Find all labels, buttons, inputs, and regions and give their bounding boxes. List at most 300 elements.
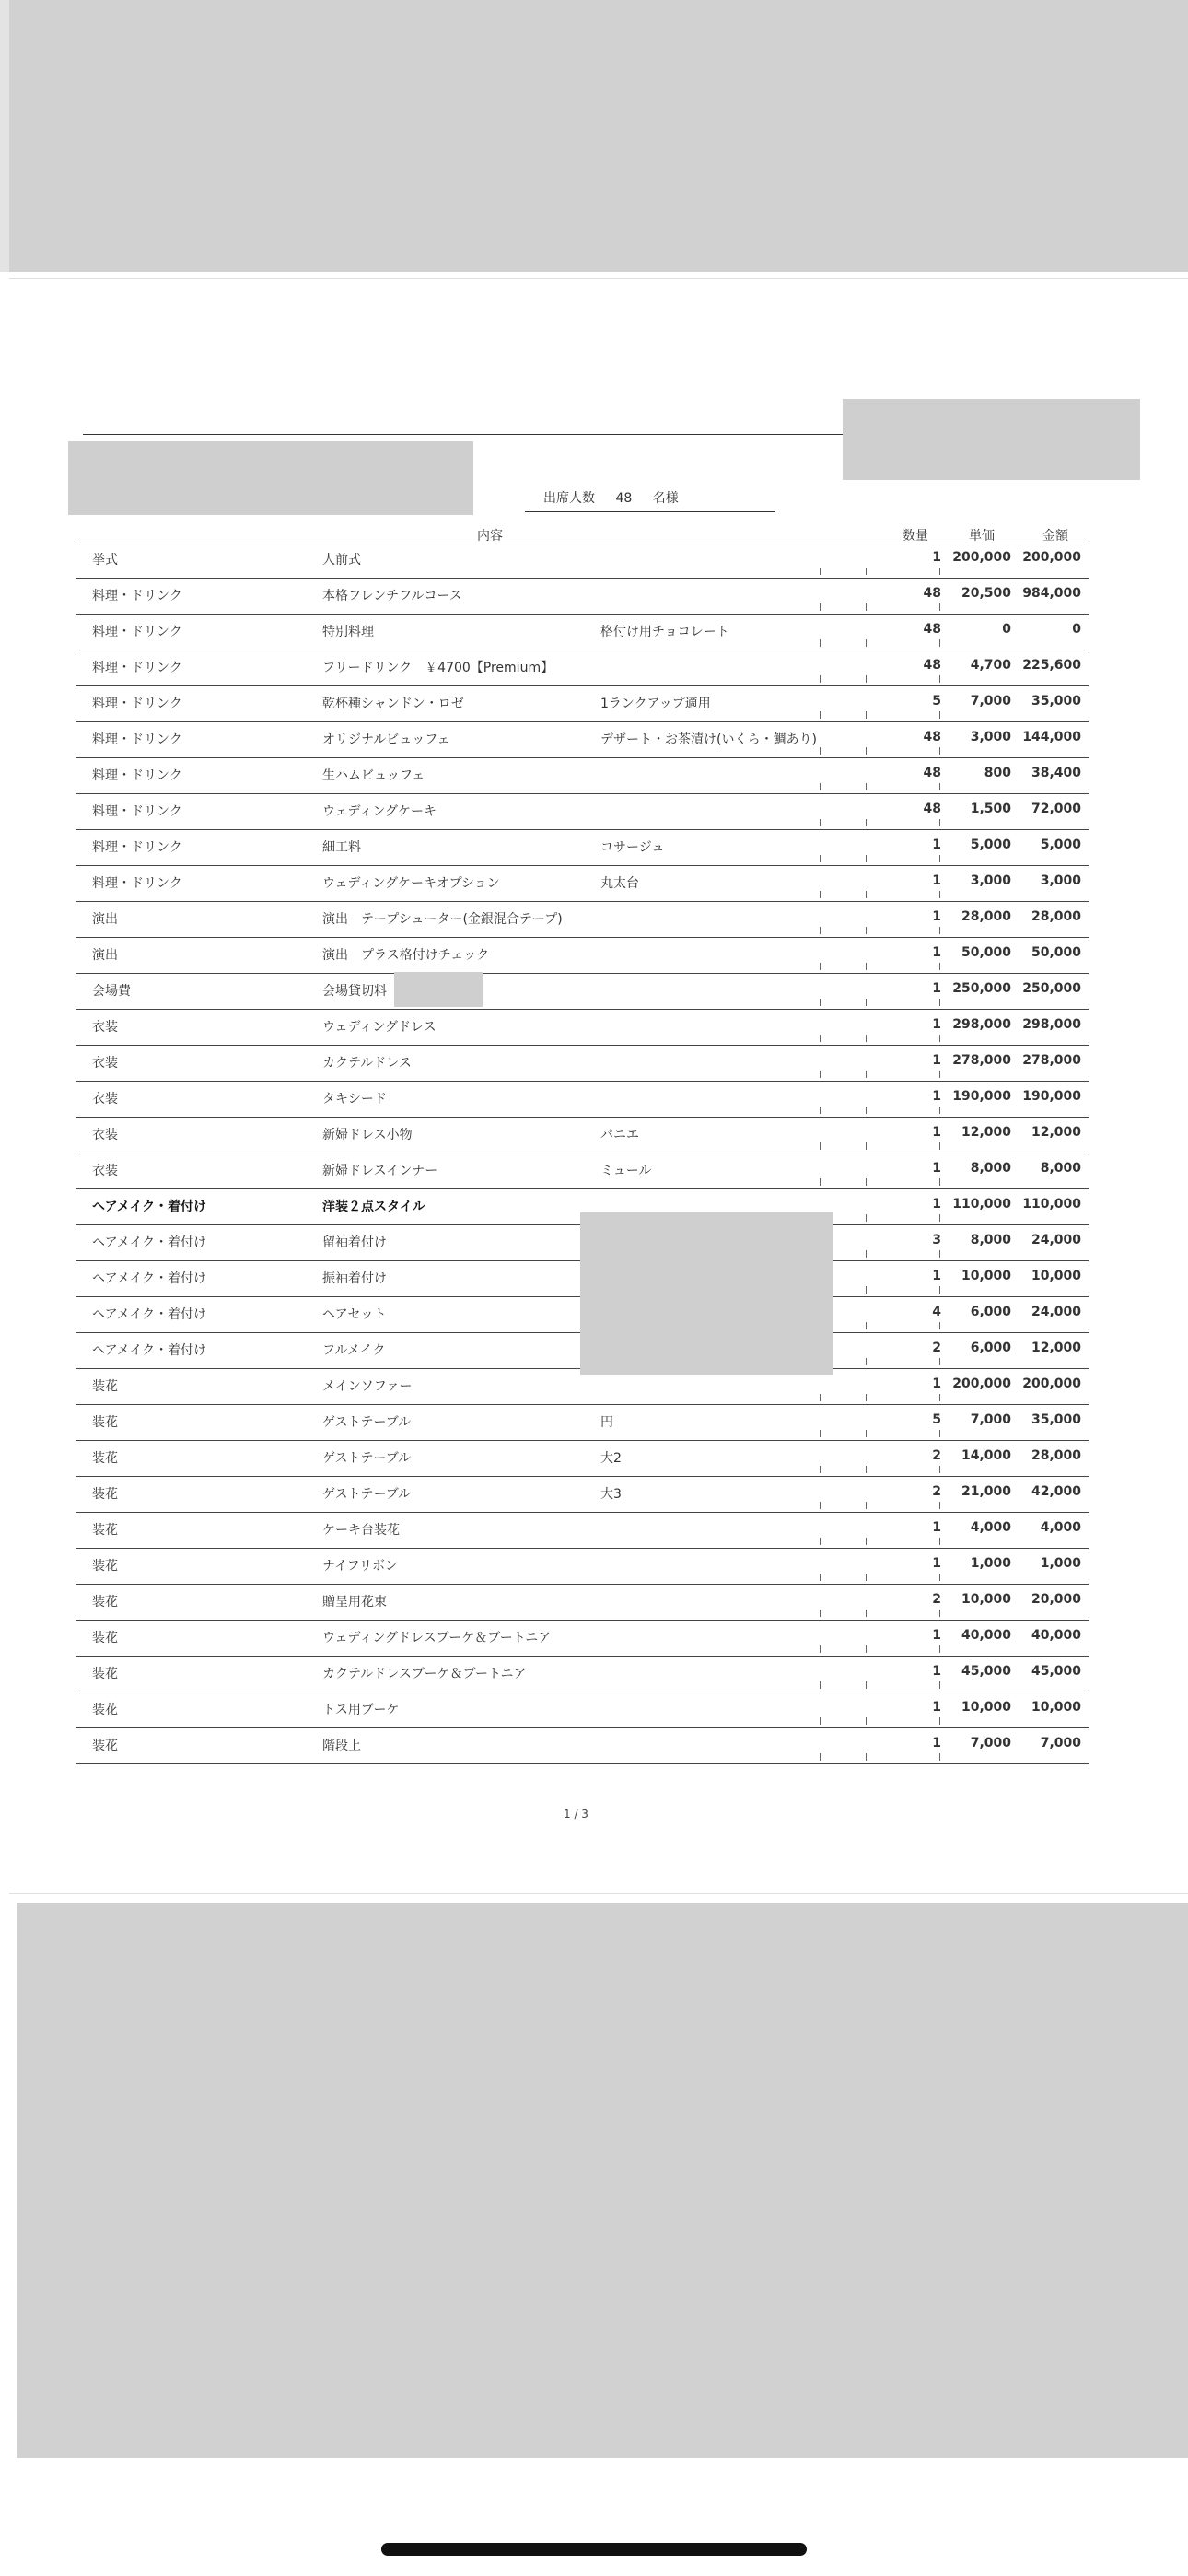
row-qty: 48 (923, 730, 941, 744)
row-unit-price: 1,000 (970, 1556, 1011, 1571)
row-item: 特別料理 (322, 625, 374, 639)
row-category: 衣装 (92, 1128, 118, 1142)
row-category: 演出 (92, 948, 118, 963)
row-qty: 3 (932, 1233, 941, 1247)
column-tick (820, 603, 821, 611)
column-tick (820, 711, 821, 719)
row-item: タキシード (322, 1092, 387, 1107)
table-row (76, 1513, 1089, 1549)
column-tick (939, 1358, 940, 1365)
row-item: 会場貸切料 (322, 984, 387, 999)
row-category: 衣装 (92, 1020, 118, 1035)
column-tick (939, 891, 940, 898)
column-tick (939, 675, 940, 683)
row-amount: 10,000 (1031, 1269, 1081, 1283)
redacted-block (843, 399, 1140, 480)
table-row (76, 579, 1089, 615)
row-unit-price: 1,500 (970, 802, 1011, 816)
attendance-underline (525, 511, 775, 512)
header-amount: 金額 (1042, 529, 1068, 544)
row-item: ゲストテーブル (322, 1451, 412, 1466)
row-item: 人前式 (322, 553, 361, 568)
column-tick (820, 1142, 821, 1150)
row-category: 装花 (92, 1595, 118, 1610)
row-category: ヘアメイク・着付け (92, 1307, 207, 1322)
row-qty: 1 (932, 1664, 941, 1679)
column-tick (820, 1035, 821, 1042)
column-tick (939, 1717, 940, 1725)
column-tick (866, 1071, 867, 1078)
row-amount: 298,000 (1022, 1017, 1081, 1032)
table-row (76, 650, 1089, 686)
column-tick (939, 1286, 940, 1294)
column-tick (866, 855, 867, 862)
table-row (76, 830, 1089, 866)
column-tick (939, 927, 940, 934)
page-number: 1 / 3 (564, 1808, 588, 1821)
row-item: メインソファー (322, 1379, 413, 1394)
column-tick (820, 819, 821, 826)
column-tick (820, 783, 821, 790)
column-tick (939, 1430, 940, 1437)
row-unit-price: 110,000 (952, 1197, 1011, 1212)
row-amount: 72,000 (1031, 802, 1081, 816)
table-row (76, 543, 1089, 579)
column-tick (866, 999, 867, 1006)
row-note: 1ランクアップ適用 (600, 697, 711, 711)
row-item: 留袖着付け (322, 1235, 387, 1250)
row-qty: 1 (932, 1700, 941, 1715)
column-tick (820, 1681, 821, 1689)
row-item: ウェディングドレスブーケ＆ブートニア (322, 1631, 552, 1645)
column-tick (820, 639, 821, 647)
column-tick (866, 1214, 867, 1222)
column-tick (820, 1538, 821, 1545)
row-unit-price: 3,000 (970, 730, 1011, 744)
column-tick (820, 1610, 821, 1617)
table-row (76, 1549, 1089, 1585)
row-unit-price: 45,000 (961, 1664, 1011, 1679)
row-unit-price: 28,000 (961, 909, 1011, 924)
row-note: 大2 (600, 1451, 622, 1466)
row-amount: 250,000 (1022, 981, 1081, 996)
row-qty: 1 (932, 981, 941, 996)
row-category: 料理・ドリンク (92, 732, 182, 747)
table-row (76, 1621, 1089, 1657)
row-category: 装花 (92, 1451, 118, 1466)
redacted-block (68, 441, 473, 515)
row-unit-price: 21,000 (961, 1484, 1011, 1499)
row-category: 装花 (92, 1631, 118, 1645)
row-amount: 0 (1072, 622, 1081, 637)
table-row (76, 938, 1089, 974)
row-amount: 144,000 (1022, 730, 1081, 744)
redacted-block (580, 1212, 833, 1375)
row-category: 衣装 (92, 1164, 118, 1178)
header-qty: 数量 (903, 529, 928, 544)
table-row (76, 902, 1089, 938)
column-tick (866, 963, 867, 970)
row-category: 装花 (92, 1559, 118, 1574)
row-unit-price: 190,000 (952, 1089, 1011, 1104)
row-category: 会場費 (92, 984, 131, 999)
row-unit-price: 4,000 (970, 1520, 1011, 1535)
row-item: ナイフリボン (322, 1559, 399, 1574)
row-unit-price: 6,000 (970, 1305, 1011, 1319)
row-qty: 1 (932, 1376, 941, 1391)
row-amount: 200,000 (1022, 1376, 1081, 1391)
row-qty: 2 (932, 1484, 941, 1499)
row-item: 新婦ドレス小物 (322, 1128, 413, 1142)
row-item: ゲストテーブル (322, 1415, 412, 1430)
row-amount: 38,400 (1031, 766, 1081, 780)
column-tick (939, 1250, 940, 1258)
row-item: ウェディングドレス (322, 1020, 437, 1035)
column-tick (866, 1430, 867, 1437)
column-tick (866, 1645, 867, 1653)
row-qty: 48 (923, 622, 941, 637)
row-category: 料理・ドリンク (92, 625, 182, 639)
attendance-label: 出席人数 (543, 491, 595, 506)
row-category: 料理・ドリンク (92, 840, 182, 855)
table-row (76, 1405, 1089, 1441)
column-tick (866, 1753, 867, 1761)
table-row (76, 1692, 1089, 1728)
row-amount: 7,000 (1040, 1736, 1081, 1751)
column-tick (866, 1466, 867, 1473)
row-qty: 1 (932, 1053, 941, 1068)
row-amount: 984,000 (1022, 586, 1081, 601)
column-tick (939, 1538, 940, 1545)
column-tick (866, 1574, 867, 1581)
row-item: ゲストテーブル (322, 1487, 412, 1502)
row-qty: 48 (923, 802, 941, 816)
row-qty: 5 (932, 1412, 941, 1427)
row-item: 振袖着付け (322, 1271, 387, 1286)
row-amount: 278,000 (1022, 1053, 1081, 1068)
column-tick (939, 855, 940, 862)
row-amount: 12,000 (1031, 1341, 1081, 1355)
table-row (76, 866, 1089, 902)
row-amount: 225,600 (1022, 658, 1081, 673)
row-category: ヘアメイク・着付け (92, 1343, 207, 1358)
column-tick (866, 819, 867, 826)
column-tick (939, 747, 940, 755)
row-unit-price: 8,000 (970, 1161, 1011, 1176)
row-amount: 45,000 (1031, 1664, 1081, 1679)
column-tick (866, 1502, 867, 1509)
row-category: 料理・ドリンク (92, 661, 182, 675)
column-tick (939, 1753, 940, 1761)
row-unit-price: 40,000 (961, 1628, 1011, 1643)
column-tick (939, 639, 940, 647)
table-row (76, 615, 1089, 650)
column-tick (820, 855, 821, 862)
column-tick (939, 1178, 940, 1186)
row-amount: 110,000 (1022, 1197, 1081, 1212)
row-amount: 8,000 (1040, 1161, 1081, 1176)
row-unit-price: 10,000 (961, 1700, 1011, 1715)
row-qty: 2 (932, 1592, 941, 1607)
row-category: 衣装 (92, 1092, 118, 1107)
row-amount: 20,000 (1031, 1592, 1081, 1607)
row-item: 乾杯種シャンドン・ロゼ (322, 697, 464, 711)
row-category: ヘアメイク・着付け (92, 1235, 207, 1250)
row-qty: 48 (923, 658, 941, 673)
row-item: 階段上 (322, 1739, 361, 1753)
row-qty: 48 (923, 586, 941, 601)
row-item: 洋装２点スタイル (322, 1200, 425, 1214)
row-item: ウェディングケーキオプション (322, 876, 500, 891)
row-note: コサージュ (600, 840, 665, 855)
row-unit-price: 5,000 (970, 837, 1011, 852)
row-item: ケーキ台装花 (322, 1523, 400, 1538)
column-tick (820, 891, 821, 898)
column-tick (939, 1322, 940, 1329)
row-qty: 2 (932, 1341, 941, 1355)
row-qty: 1 (932, 1125, 941, 1140)
row-amount: 42,000 (1031, 1484, 1081, 1499)
column-tick (820, 1071, 821, 1078)
row-category: 演出 (92, 912, 118, 927)
column-tick (820, 675, 821, 683)
row-qty: 1 (932, 1269, 941, 1283)
row-category: 料理・ドリンク (92, 876, 182, 891)
home-indicator[interactable] (381, 2543, 807, 2556)
row-amount: 5,000 (1040, 837, 1081, 852)
row-amount: 50,000 (1031, 945, 1081, 960)
row-category: 装花 (92, 1667, 118, 1681)
row-category: 料理・ドリンク (92, 804, 182, 819)
row-qty: 1 (932, 873, 941, 888)
attendance-unit: 名様 (652, 491, 679, 506)
row-item: カクテルドレス (322, 1056, 412, 1071)
row-unit-price: 10,000 (961, 1592, 1011, 1607)
redacted-block (394, 972, 483, 1007)
row-qty: 1 (932, 909, 941, 924)
row-qty: 1 (932, 1017, 941, 1032)
column-tick (939, 783, 940, 790)
header-unit-price: 単価 (969, 529, 995, 544)
column-tick (939, 1142, 940, 1150)
column-tick (820, 1502, 821, 1509)
column-tick (939, 568, 940, 575)
row-qty: 1 (932, 1736, 941, 1751)
row-qty: 48 (923, 766, 941, 780)
row-qty: 1 (932, 1197, 941, 1212)
table-row (76, 1728, 1089, 1764)
column-tick (939, 1574, 940, 1581)
row-amount: 28,000 (1031, 1448, 1081, 1463)
top-gray-area (9, 0, 1188, 272)
column-tick (866, 639, 867, 647)
column-tick (866, 1394, 867, 1401)
row-category: 装花 (92, 1379, 118, 1394)
column-tick (939, 999, 940, 1006)
row-amount: 24,000 (1031, 1305, 1081, 1319)
row-unit-price: 7,000 (970, 1736, 1011, 1751)
row-unit-price: 7,000 (970, 694, 1011, 708)
row-qty: 1 (932, 1161, 941, 1176)
table-row (76, 1082, 1089, 1118)
row-item: 演出 テープシューター(金銀混合テープ) (322, 912, 563, 927)
column-tick (820, 1645, 821, 1653)
column-tick (820, 963, 821, 970)
row-qty: 2 (932, 1448, 941, 1463)
column-tick (820, 1178, 821, 1186)
column-tick (939, 963, 940, 970)
row-category: 衣装 (92, 1056, 118, 1071)
column-tick (939, 1466, 940, 1473)
row-category: ヘアメイク・着付け (92, 1200, 207, 1214)
column-tick (866, 1107, 867, 1114)
row-amount: 4,000 (1040, 1520, 1081, 1535)
row-qty: 1 (932, 550, 941, 565)
header-content: 内容 (477, 529, 503, 544)
row-category: 挙式 (92, 553, 118, 568)
column-tick (866, 568, 867, 575)
column-tick (866, 1610, 867, 1617)
row-item: 細工料 (322, 840, 361, 855)
row-category: ヘアメイク・着付け (92, 1271, 207, 1286)
row-category: 料理・ドリンク (92, 589, 182, 603)
row-item: トス用ブーケ (322, 1703, 400, 1717)
column-tick (866, 603, 867, 611)
row-amount: 24,000 (1031, 1233, 1081, 1247)
table-row (76, 1153, 1089, 1189)
column-tick (820, 568, 821, 575)
column-tick (866, 1178, 867, 1186)
row-unit-price: 10,000 (961, 1269, 1011, 1283)
column-tick (939, 1645, 940, 1653)
row-note: ミュール (600, 1164, 652, 1178)
row-unit-price: 7,000 (970, 1412, 1011, 1427)
row-amount: 40,000 (1031, 1628, 1081, 1643)
table-row (76, 758, 1089, 794)
header-rule (83, 434, 852, 435)
column-tick (820, 1717, 821, 1725)
row-category: 料理・ドリンク (92, 768, 182, 783)
row-amount: 190,000 (1022, 1089, 1081, 1104)
row-amount: 200,000 (1022, 550, 1081, 565)
column-tick (939, 1502, 940, 1509)
row-amount: 28,000 (1031, 909, 1081, 924)
table-row (76, 1657, 1089, 1692)
column-tick (939, 1394, 940, 1401)
row-unit-price: 4,700 (970, 658, 1011, 673)
row-divider (76, 1763, 1089, 1764)
column-tick (939, 819, 940, 826)
row-note: 大3 (600, 1487, 622, 1502)
row-item: オリジナルビュッフェ (322, 732, 450, 747)
table-row (76, 1010, 1089, 1046)
row-item: ウェディングケーキ (322, 804, 437, 819)
column-tick (820, 1466, 821, 1473)
column-tick (820, 927, 821, 934)
row-amount: 3,000 (1040, 873, 1081, 888)
column-tick (866, 1250, 867, 1258)
column-tick (866, 891, 867, 898)
row-unit-price: 250,000 (952, 981, 1011, 996)
column-tick (866, 1358, 867, 1365)
column-tick (866, 1322, 867, 1329)
column-tick (939, 1214, 940, 1222)
row-unit-price: 50,000 (961, 945, 1011, 960)
row-qty: 5 (932, 694, 941, 708)
column-tick (866, 747, 867, 755)
column-tick (866, 1142, 867, 1150)
table-row (76, 794, 1089, 830)
left-edge (0, 0, 9, 272)
row-amount: 1,000 (1040, 1556, 1081, 1571)
row-amount: 12,000 (1031, 1125, 1081, 1140)
row-unit-price: 20,500 (961, 586, 1011, 601)
row-item: フリードリンク ￥4700【Premium】 (322, 661, 554, 675)
row-item: 新婦ドレスインナー (322, 1164, 438, 1178)
column-tick (939, 1610, 940, 1617)
column-tick (939, 1071, 940, 1078)
row-item: カクテルドレスブーケ＆ブートニア (322, 1667, 527, 1681)
row-item: 生ハムビュッフェ (322, 768, 425, 783)
row-qty: 1 (932, 1520, 941, 1535)
row-unit-price: 14,000 (961, 1448, 1011, 1463)
table-row (76, 974, 1089, 1010)
row-note: 丸太台 (600, 876, 639, 891)
column-tick (820, 1107, 821, 1114)
row-qty: 1 (932, 837, 941, 852)
table-row (76, 1046, 1089, 1082)
row-qty: 4 (932, 1305, 941, 1319)
row-item: 演出 プラス格付けチェック (322, 948, 490, 963)
attendance-info (543, 488, 695, 507)
row-amount: 35,000 (1031, 694, 1081, 708)
row-unit-price: 200,000 (952, 1376, 1011, 1391)
column-tick (866, 783, 867, 790)
column-tick (820, 747, 821, 755)
column-tick (866, 1717, 867, 1725)
table-row (76, 1585, 1089, 1621)
row-amount: 10,000 (1031, 1700, 1081, 1715)
row-unit-price: 6,000 (970, 1341, 1011, 1355)
column-tick (939, 1681, 940, 1689)
table-row (76, 686, 1089, 722)
row-category: 装花 (92, 1523, 118, 1538)
column-tick (939, 603, 940, 611)
bottom-gray-area (17, 1903, 1188, 2458)
row-item: 贈呈用花束 (322, 1595, 387, 1610)
row-category: 料理・ドリンク (92, 697, 182, 711)
column-tick (820, 1430, 821, 1437)
row-unit-price: 8,000 (970, 1233, 1011, 1247)
row-unit-price: 12,000 (961, 1125, 1011, 1140)
column-tick (866, 1035, 867, 1042)
row-unit-price: 298,000 (952, 1017, 1011, 1032)
row-item: ヘアセット (322, 1307, 387, 1322)
row-category: 装花 (92, 1487, 118, 1502)
column-tick (820, 1394, 821, 1401)
row-category: 装花 (92, 1703, 118, 1717)
attendance-count: 48 (615, 491, 633, 506)
column-tick (820, 1574, 821, 1581)
column-tick (866, 675, 867, 683)
row-unit-price: 0 (1002, 622, 1011, 637)
table-row (76, 1118, 1089, 1153)
row-qty: 1 (932, 1628, 941, 1643)
column-tick (939, 711, 940, 719)
column-tick (820, 1753, 821, 1761)
column-tick (939, 1107, 940, 1114)
row-item: 本格フレンチフルコース (322, 589, 462, 603)
